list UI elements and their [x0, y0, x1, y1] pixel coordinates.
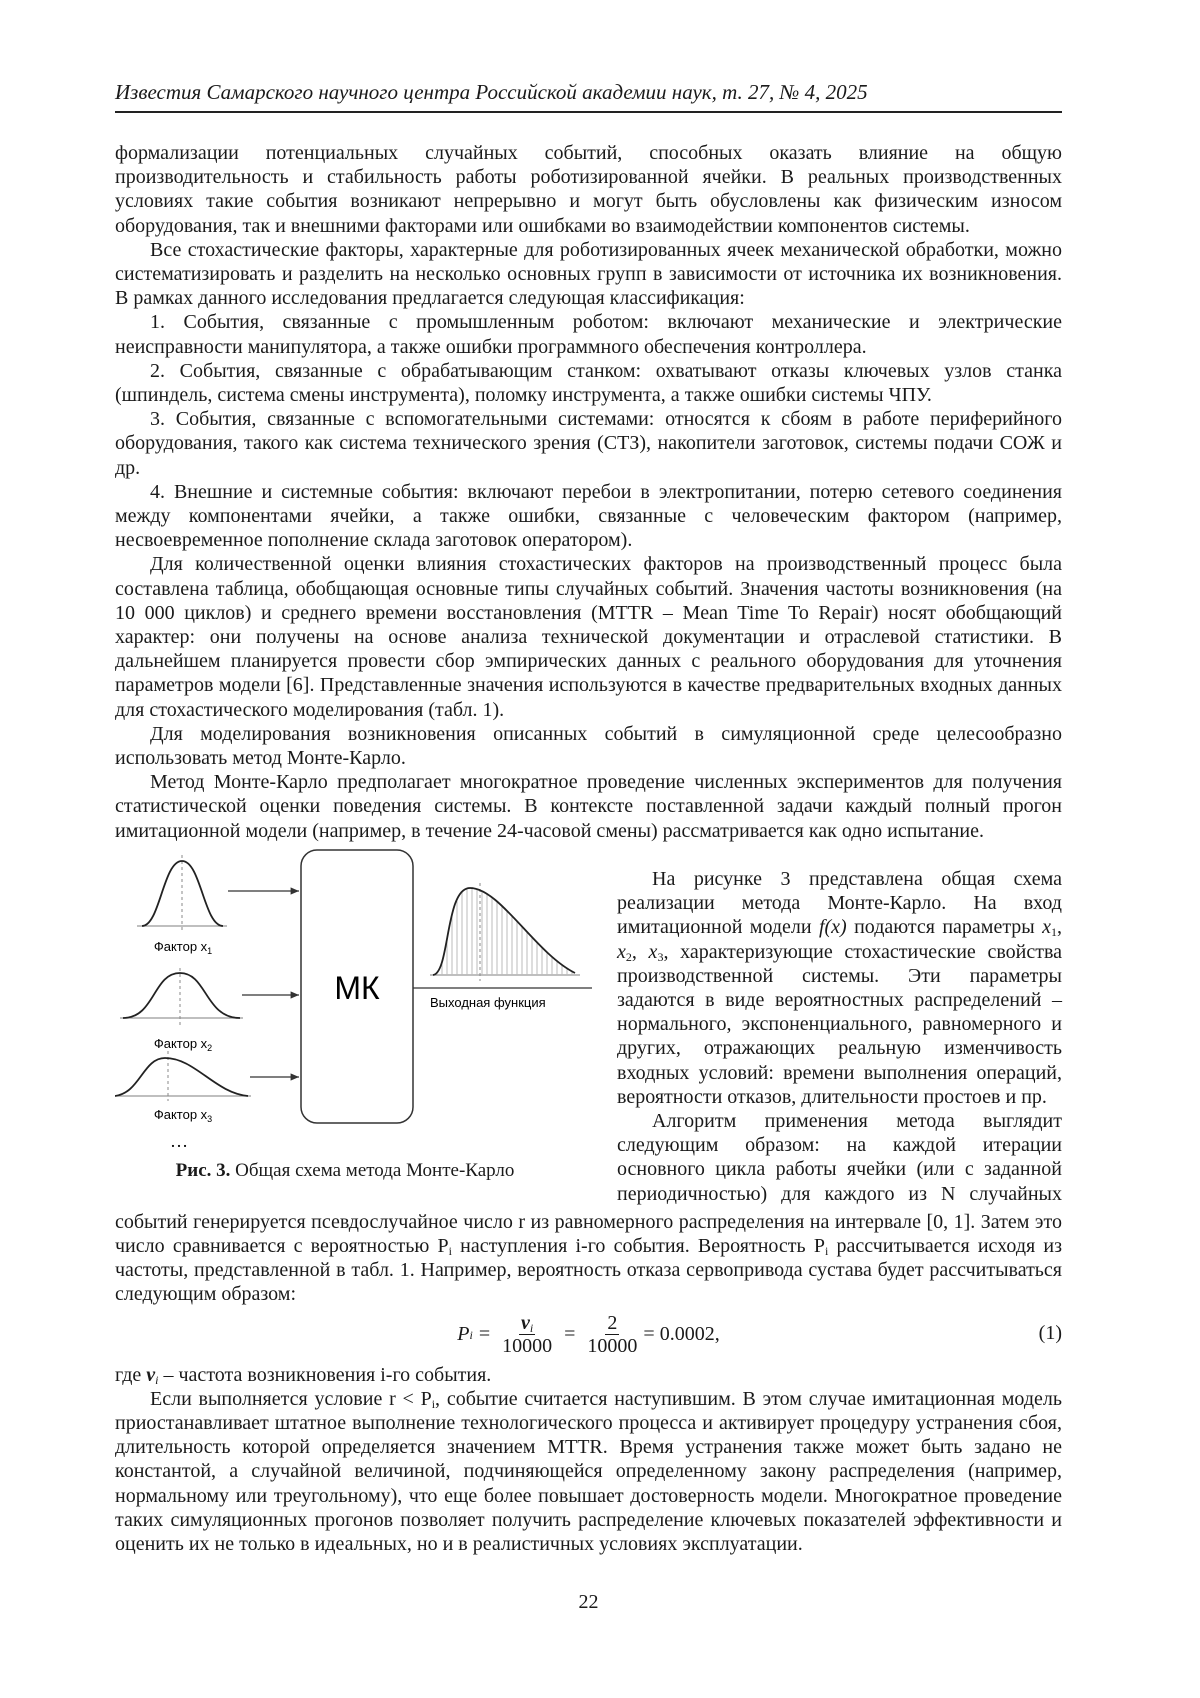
list-item: 2. События, связанные с обрабатывающим станком: охватывают отказы ключевых узлов станка (шпиндель, система смены инструмента), поломку инструмента, а также ошибки системы ЧПУ.: [115, 359, 1062, 407]
list-item: 3. События, связанные с вспомогательными системами: относятся к сбоям в работе периферийного оборудования, такого как система технического зрения (СТЗ), накопители заготовок, системы подачи СОЖ и др.: [115, 407, 1062, 480]
figure-section: [115, 843, 1062, 1206]
caption-text: Общая схема метода Монте-Карло: [230, 1160, 514, 1181]
page-number: 22: [115, 1590, 1062, 1614]
paragraph: событий генерируется псевдослучайное число r из равномерного распределения на интервале [0, 1]. Затем это число сравнивается с вероятностью Pi наступления i-го события. Вероятность Pi рассчитывается исходя из частоты, представленной в табл. 1. Например, вероятность отказа сервопривода сустава будет рассчитываться следующим образом:: [115, 1210, 1062, 1307]
list-item: 1. События, связанные с промышленным роботом: включают механические и электрические неисправности манипулятора, а также ошибки программного обеспечения контроллера.: [115, 310, 1062, 358]
equation-1: P i = νi 10000 = 2 10000 = 0.0002, (1): [115, 1307, 1062, 1363]
output-distribution: [430, 883, 580, 981]
box-label: МК: [334, 970, 380, 1006]
figure-caption: [115, 1159, 575, 1183]
paragraph: Метод Монте-Карло предполагает многократное проведение численных экспериментов для получения статистической оценки поведения системы. В контексте поставленной задачи каждый полный прогон имитационной модели (например, в течение 24-часовой смены) рассматривается как одно испытание.: [115, 770, 1062, 843]
paragraph: Если выполняется условие r < Pi, событие считается наступившим. В этом случае имитационная модель приостанавливает штатное выполнение технологического процесса и активирует процедуру устранения сбоя, длительность которой определяется значением MTTR. Время устранения также может быть задано не константой, а случайной величиной, подчиняющейся определенному закону распределения (например, нормальному или треугольному), что еще более повышает достоверность модели. Многократное проведение таких симуляционных прогонов позволяет получить распределение ключевых показателей эффективности и оценить их не только в идеальных, но и в реалистичных условиях эксплуатации.: [115, 1387, 1062, 1556]
figure-3: [115, 843, 617, 1183]
paragraph: формализации потенциальных случайных событий, способных оказать влияние на общую производительность и стабильность работы роботизированной ячейки. В реальных производственных условиях такие события возникают непрерывно и могут быть обусловлены как физическим износом оборудования, так и внешними факторами или ошибками во взаимодействии компонентов системы.: [115, 141, 1062, 238]
paragraph: Для количественной оценки влияния стохастических факторов на производственный процесс была составлена таблица, обобщающая основные типы случайных событий. Значения частоты возникновения (на 10 000 циклов) и среднего времени восстановления (MTTR – Mean Time To Repair) носят обобщающий характер: они получены на основе анализа технической документации и отраслевой статистики. В дальнейшем планируется провести сбор эмпирических данных с реального оборудования для уточнения параметров модели [6]. Представленные значения используются в качестве предварительных входных данных для стохастического моделирования (табл. 1).: [115, 552, 1062, 721]
paragraph: Алгоритм применения метода выглядит следующим образом: на каждой итерации основного цикла работы ячейки (или с заданной периодичностью) для каждого из N случайных: [617, 1109, 1062, 1206]
factor2-label: Фактор x2: [154, 1036, 212, 1053]
factor2-distribution: [120, 968, 243, 1025]
equation-number: (1): [1039, 1321, 1062, 1345]
factor1-label: Фактор x1: [154, 939, 212, 956]
paragraph: где νi – частота возникновения i-го события.: [115, 1363, 1062, 1387]
output-label: Выходная функция: [430, 995, 546, 1010]
monte-carlo-diagram: [115, 843, 617, 1155]
factor1-distribution: [137, 855, 227, 933]
header-rule: [115, 111, 1062, 113]
paragraph: Для моделирования возникновения описанных событий в симуляционной среде целесообразно использовать метод Монте-Карло.: [115, 722, 1062, 770]
journal-header: Известия Самарского научного центра Российской академии наук, т. 27, № 4, 2025: [115, 78, 1062, 106]
article-body: [115, 141, 1062, 1614]
factor3-label: Фактор x3: [154, 1107, 212, 1124]
paragraph: На рисунке 3 представлена общая схема реализации метода Монте-Карло. На вход имитационной модели f(x) подаются параметры x1, x2, x3, характеризующие стохастические свойства производственной системы. Эти параметры задаются в виде вероятностных распределений – нормального, экспоненциального, равномерного и других, отражающих реальную изменчивость входных условий: времени выполнения операций, вероятности отказов, длительности простоев и пр.: [617, 867, 1062, 1109]
factor3-distribution: [115, 1051, 251, 1101]
paragraph: Все стохастические факторы, характерные для роботизированных ячеек механической обработки, можно систематизировать и разделить на несколько основных групп в зависимости от источника их возникновения. В рамках данного исследования предлагается следующая классификация:: [115, 238, 1062, 311]
caption-label: Рис. 3.: [176, 1160, 231, 1181]
list-item: 4. Внешние и системные события: включают перебои в электропитании, потерю сетевого соединения между компонентами ячейки, а также ошибки, связанные с человеческим фактором (например, несвоевременное пополнение склада заготовок оператором).: [115, 480, 1062, 553]
ellipsis: …: [170, 1131, 188, 1151]
right-column: [617, 843, 1062, 1206]
